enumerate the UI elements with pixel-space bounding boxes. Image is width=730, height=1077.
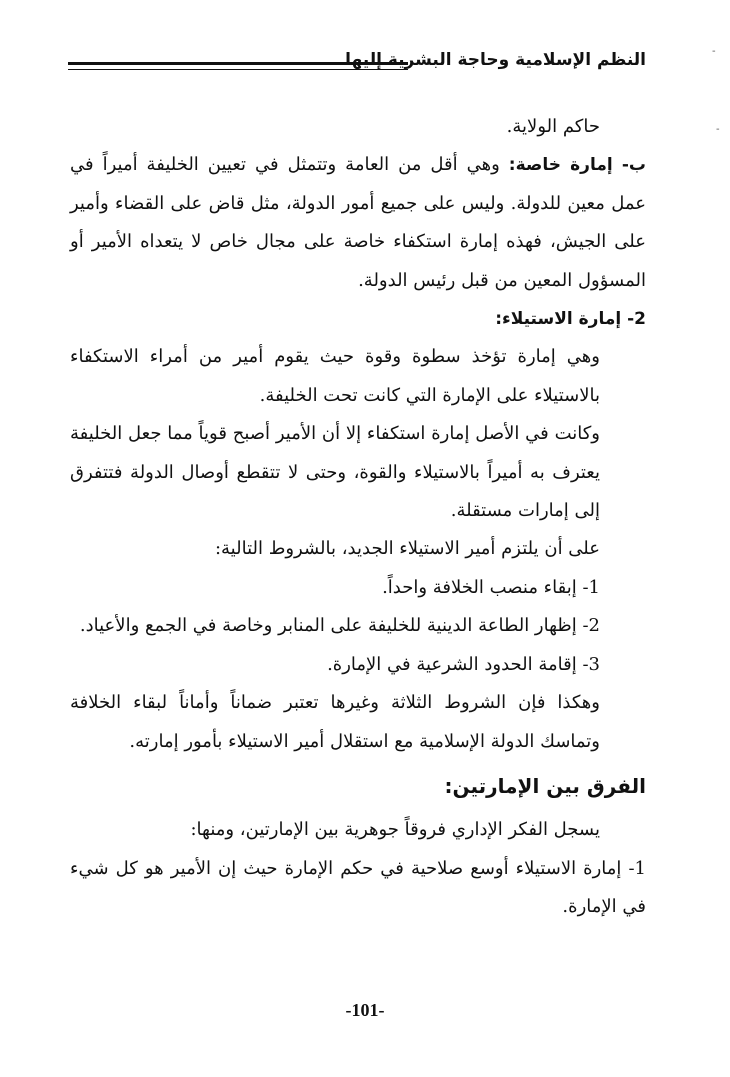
condition-item: 2- إظهار الطاعة الدينية للخليفة على المنابر وخاصة في الجمع والأعياد. (79, 615, 600, 637)
paragraph: يسجل الفكر الإداري فروقاً جوهرية بين الإمارتين، ومنها: (190, 819, 600, 841)
paragraph-text: وهي أقل من العامة وتتمثل في تعيين الخليفة أميراً في عمل معين للدولة. وليس على جميع أمور الدولة، مثل قاض على القضاء وأمير على الجيش، فهذه إمارة استكفاء خاصة على مجال خاص لا يتعداه الأمير أو المسؤول المعين من قبل رئيس الدولة. (70, 154, 646, 291)
margin-mark: - (712, 46, 716, 57)
section-heading: الفرق بين الإمارتين: (444, 773, 646, 798)
subheading-emirate-of-seizure: 2- إمارة الاستيلاء: (495, 309, 646, 330)
paragraph-special-emirate (70, 146, 646, 300)
body-text (70, 108, 646, 927)
margin-mark: - (716, 124, 720, 135)
paragraph: حاكم الولاية. (506, 116, 600, 137)
page-number: -101- (345, 1000, 385, 1020)
paragraph: على أن يلتزم أمير الاستيلاء الجديد، بالشروط التالية: (214, 538, 600, 560)
header-rule (68, 62, 408, 70)
subheading-special-emirate: ب- إمارة خاصة: (508, 155, 646, 176)
difference-item: 1- إمارة الاستيلاء أوسع صلاحية في حكم الإمارة حيث إن الأمير هو كل شيء في الإمارة. (70, 857, 646, 918)
condition-item: 1- إبقاء منصب الخلافة واحداً. (382, 576, 600, 598)
header-title: النظم الإسلامية وحاجة البشرية إليها (345, 50, 646, 70)
running-header (68, 50, 646, 80)
paragraph: وهكذا فإن الشروط الثلاثة وغيرها تعتبر ضماناً وأماناً لبقاء الخلافة وتماسك الدولة الإسلامية مع استقلال أمير الاستيلاء بأمور إمارته. (70, 692, 600, 752)
paragraph: وكانت في الأصل إمارة استكفاء إلا أن الأمير أصبح قوياً مما جعل الخليفة يعترف به أميراً بالاستيلاء والقوة، وحتى لا تتقطع أوصال الدولة فتتفرق إلى إمارات مستقلة. (70, 423, 600, 522)
paragraph: وهي إمارة تؤخذ سطوة وقوة حيث يقوم أمير من أمراء الاستكفاء بالاستيلاء على الإمارة التي كانت تحت الخليفة. (70, 346, 600, 406)
condition-item: 3- إقامة الحدود الشرعية في الإمارة. (327, 653, 600, 675)
